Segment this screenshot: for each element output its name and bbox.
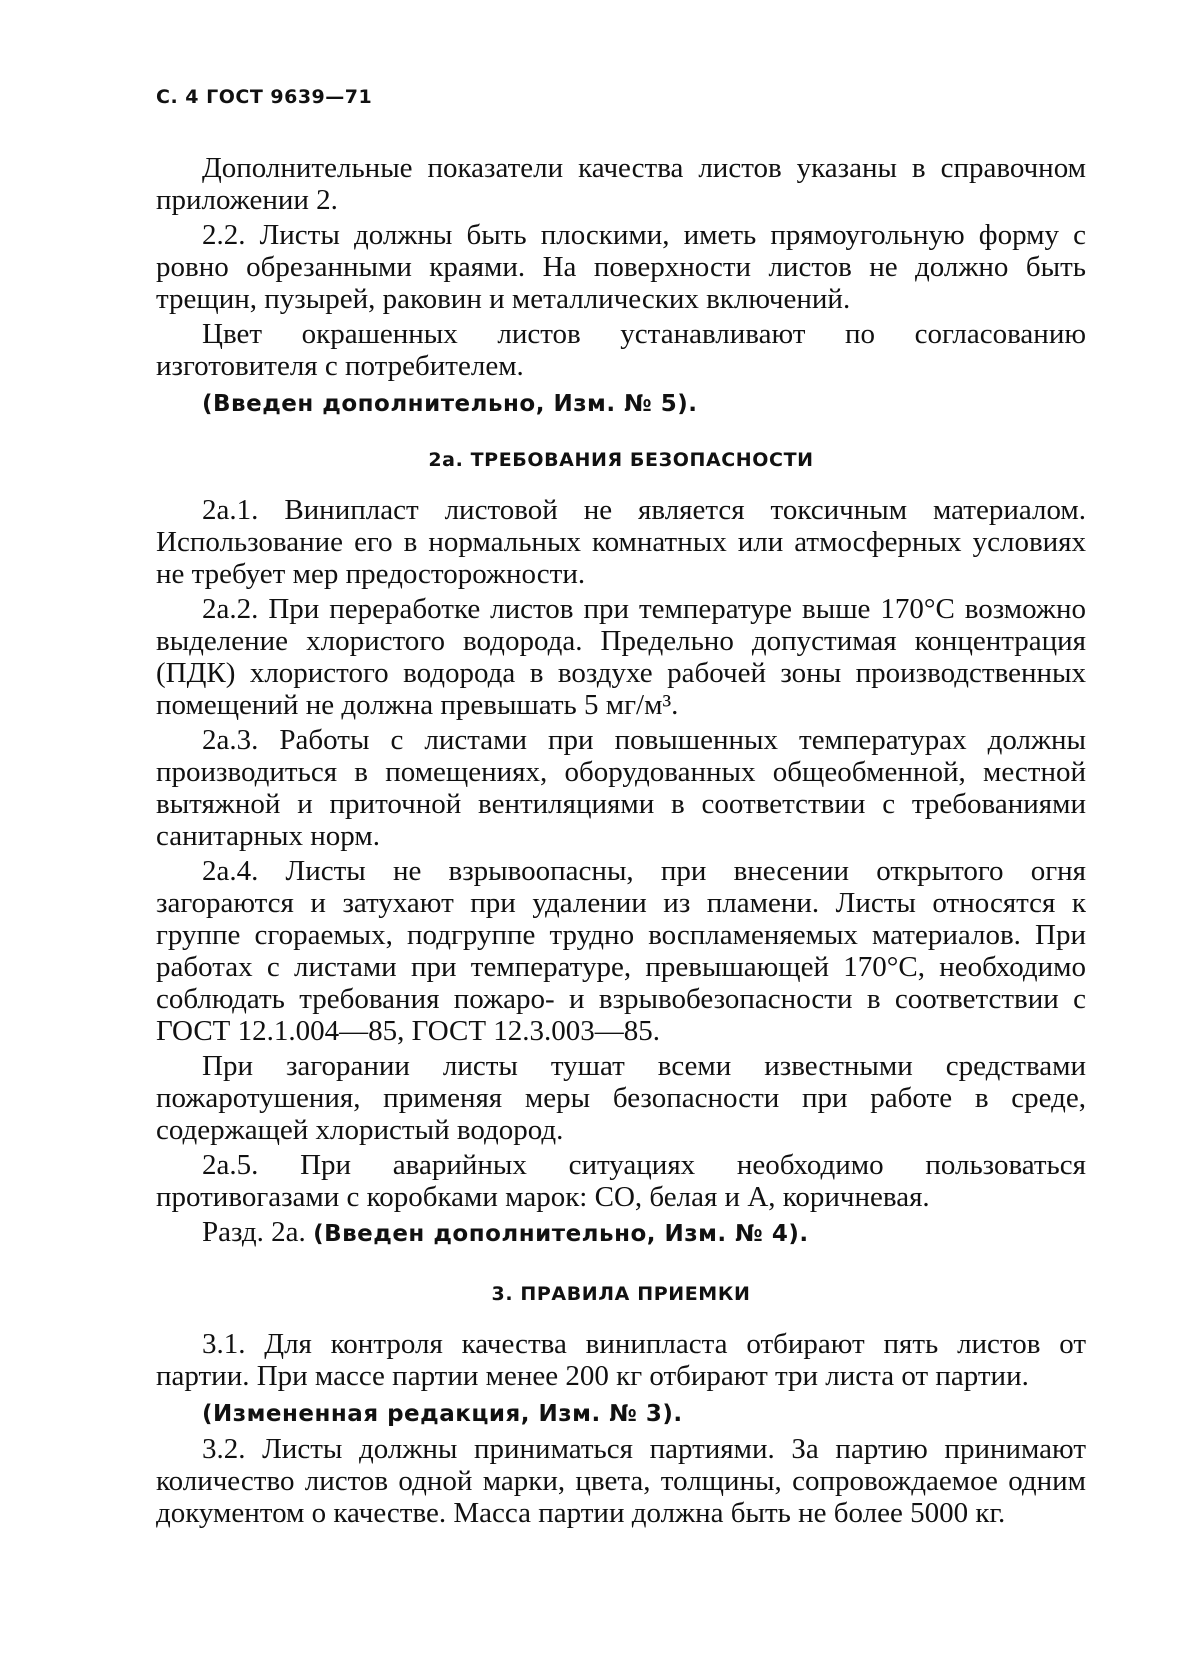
amendment-note-text: (Введен дополнительно, Изм. № 5).: [202, 391, 698, 417]
amendment-note: [156, 1396, 1086, 1430]
paragraph: Цвет окрашенных листов устанавливают по согласованию изготовителя с потребителем.: [156, 318, 1086, 382]
amendment-note-text: (Введен дополнительно, Изм. № 4).: [313, 1221, 809, 1247]
page-header: С. 4 ГОСТ 9639—71: [156, 86, 373, 108]
paragraph-2-2: 2.2. Листы должны быть плоскими, иметь прямоугольную форму с ровно обрезанными краями. На поверхности листов не должно быть трещин, пузырей, раковин и металлических включений.: [156, 219, 1086, 315]
paragraph-2a-2: 2а.2. При переработке листов при температуре выше 170°С возможно выделение хлористого водорода. Предельно допустимая концентрация (ПДК) хлористого водорода в воздухе рабочей зоны производственных помещений не должна превышать 5 мг/м³.: [156, 593, 1086, 721]
paragraph-3-1: 3.1. Для контроля качества винипласта отбирают пять листов от партии. При массе партии менее 200 кг отбирают три листа от партии.: [156, 1328, 1086, 1392]
paragraph-2a-5: 2а.5. При аварийных ситуациях необходимо пользоваться противогазами с коробками марок: СО, белая и А, коричневая.: [156, 1149, 1086, 1213]
amendment-note: [156, 386, 1086, 420]
paragraph: Дополнительные показатели качества листов указаны в справочном приложении 2.: [156, 152, 1086, 216]
amendment-note-prefix: Разд. 2а.: [202, 1216, 314, 1248]
amendment-note: [156, 1216, 1086, 1250]
amendment-note-text: (Измененная редакция, Изм. № 3).: [202, 1401, 683, 1427]
paragraph-2a-1: 2а.1. Винипласт листовой не является токсичным материалом. Использование его в нормальных комнатных или атмосферных условиях не требует мер предосторожности.: [156, 494, 1086, 590]
section-heading-acceptance: 3. ПРАВИЛА ПРИЕМКИ: [491, 1283, 751, 1305]
paragraph-3-2: 3.2. Листы должны приниматься партиями. За партию принимают количество листов одной марки, цвета, толщины, сопровождаемое одним документом о качестве. Масса партии должна быть не более 5000 кг.: [156, 1433, 1086, 1529]
paragraph-2a-4: 2а.4. Листы не взрывоопасны, при внесении открытого огня загораются и затухают при удалении из пламени. Листы относятся к группе сгораемых, подгруппе трудно воспламеняемых материалов. При работах с листами при температуре, превышающей 170°С, необходимо соблюдать требования пожаро- и взрывобезопасности в соответствии с ГОСТ 12.1.004—85, ГОСТ 12.3.003—85.: [156, 855, 1086, 1047]
section-heading-safety: 2а. ТРЕБОВАНИЯ БЕЗОПАСНОСТИ: [428, 449, 814, 471]
paragraph: При загорании листы тушат всеми известными средствами пожаротушения, применяя меры безопасности при работе в среде, содержащей хлористый водород.: [156, 1050, 1086, 1146]
paragraph-2a-3: 2а.3. Работы с листами при повышенных температурах должны производиться в помещениях, оборудованных общеобменной, местной вытяжной и приточной вентиляциями в соответствии с требованиями санитарных норм.: [156, 724, 1086, 852]
document-body: [156, 152, 1086, 1532]
